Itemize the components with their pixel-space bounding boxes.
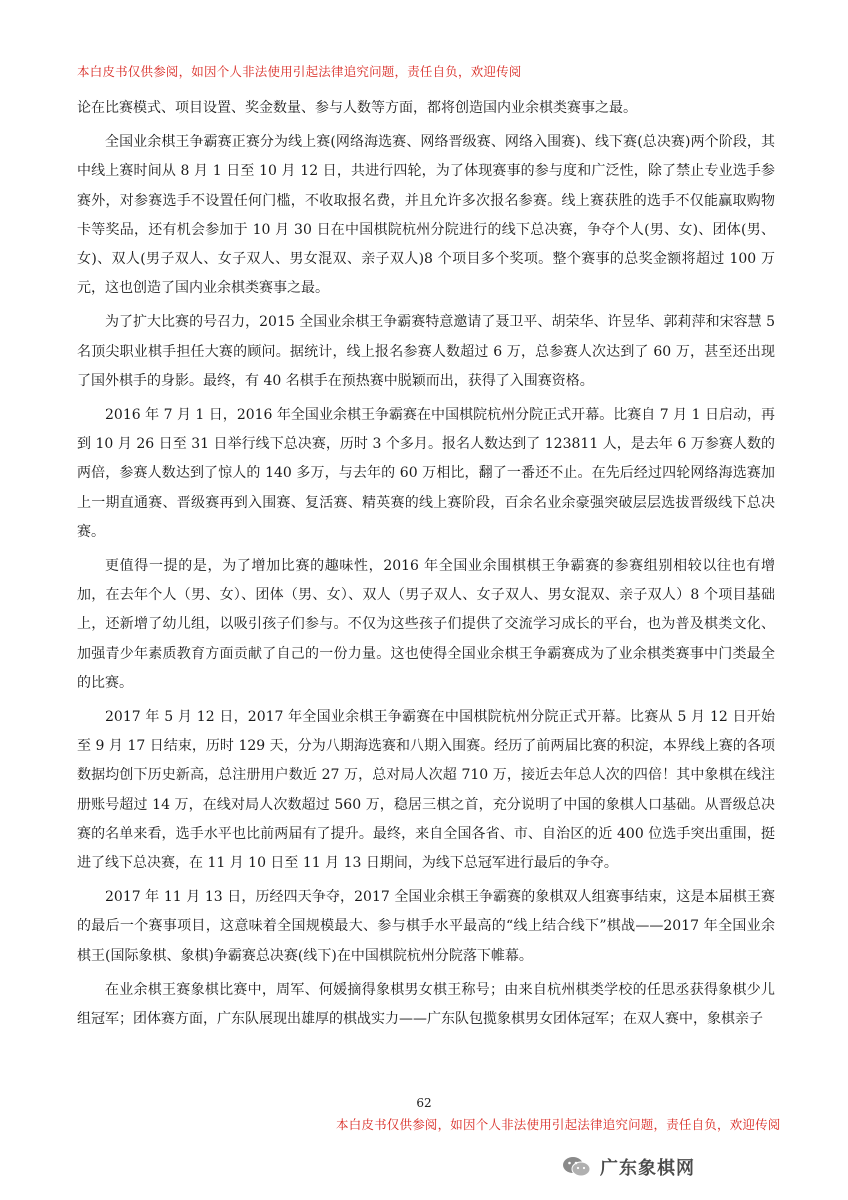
page-number: 62 (416, 1096, 432, 1110)
paragraph: 2017 年 11 月 13 日，历经四天争夺，2017 全国业余棋王争霸赛的象棋双人组赛事结束，这是本届棋王赛的最后一个赛事项目，这意味着全国规模最大、参与棋手水平最高的“线上结合线下”棋战——2017 年全国业余棋王(国际象棋、象棋)争霸赛总决赛(线下)在中国棋院杭州分院落下帷幕。 (77, 889, 775, 964)
paragraph: 2017 年 5 月 12 日，2017 年全国业余棋王争霸赛在中国棋院杭州分院正式开幕。比赛从 5 月 12 日开始至 9 月 17 日结束，历时 129 天，分为八期海选赛和八期入围赛。经历了前两届比赛的积淀，本界线上赛的各项数据均创下历史新高，总注册用户数近 27 万，总对局人次超 710 万，接近去年总人次的四倍！其中象棋在线注册账号超过 14 万，在线对局人次数超过 560 万，稳居三棋之首，充分说明了中国的象棋人口基础。从晋级总决赛的名单来看，选手水平也比前两届有了提升。最终，来自全国各省、市、自治区的近 400 位选手突出重围，挺进了线下总决赛，在 11 月 10 日至 11 月 13 日期间，为线下总冠军进行最后的争夺。 (77, 709, 775, 872)
document-body (77, 94, 775, 1039)
paragraph: 在业余棋王赛象棋比赛中，周军、何媛摘得象棋男女棋王称号；由来自杭州棋类学校的任思丞获得象棋少儿组冠军；团体赛方面，广东队展现出雄厚的棋战实力——广东队包揽象棋男女团体冠军；在双人赛中，象棋亲子 (77, 981, 775, 1028)
paragraph: 全国业余棋王争霸赛正赛分为线上赛(网络海选赛、网络晋级赛、网络入围赛)、线下赛(总决赛)两个阶段，其中线上赛时间从 8 月 1 日至 10 月 12 日，共进行四轮，为了体现赛事的参与度和广泛性，除了禁止专业选手参赛外，对参赛选手不设置任何门槛，不收取报名费，并且允许多次报名参赛。线上赛获胜的选手不仅能赢取购物卡等奖品，还有机会参加于 10 月 30 日在中国棋院杭州分院进行的线下总决赛，争夺个人(男、女)、团体(男、女)、双人(男子双人、女子双人、男女混双、亲子双人)8 个项目多个奖项。整个赛事的总奖金额将超过 100 万元，这也创造了国内业余棋类赛事之最。 (77, 134, 775, 297)
paragraph: 更值得一提的是，为了增加比赛的趣味性，2016 年全国业余围棋棋王争霸赛的参赛组别相较以往也有增加，在去年个人（男、女）、团体（男、女）、双人（男子双人、女子双人、男女混双、亲子双人）8 个项目基础上，还新增了幼儿组，以吸引孩子们参与。不仅为这些孩子们提供了交流学习成长的平台，也为普及棋类文化、加强青少年素质教育方面贡献了自己的一份力量。这也使得全国业余棋王争霸赛成为了业余棋类赛事中门类最全的比赛。 (77, 558, 775, 691)
watermark (562, 1154, 695, 1180)
header-disclaimer: 本白皮书仅供参阅，如因个人非法使用引起法律追究问题，责任自负，欢迎传阅 (77, 64, 522, 79)
paragraph: 为了扩大比赛的号召力，2015 全国业余棋王争霸赛特意邀请了聂卫平、胡荣华、许昱华、郭莉萍和宋容慧 5 名顶尖职业棋手担任大赛的顾问。据统计，线上报名参赛人数超过 6 万，总参赛人次达到了 60 万，甚至还出现了国外棋手的身影。最终，有 40 名棋手在预热赛中脱颖而出，获得了入围赛资格。 (77, 314, 775, 389)
paragraph: 论在比赛模式、项目设置、奖金数量、参与人数等方面，都将创造国内业余棋类赛事之最。 (77, 100, 637, 116)
footer-disclaimer: 本白皮书仅供参阅，如因个人非法使用引起法律追究问题，责任自负，欢迎传阅 (336, 1117, 781, 1132)
paragraph: 2016 年 7 月 1 日，2016 年全国业余棋王争霸赛在中国棋院杭州分院正式开幕。比赛自 7 月 1 日启动，再到 10 月 26 日至 31 日举行线下总决赛，历时 3 个多月。报名人数达到了 123811 人，是去年 6 万参赛人数的两倍，参赛人数达到了惊人的 140 多万，与去年的 60 万相比，翻了一番还不止。在先后经过四轮网络海选赛加上一期直通赛、晋级赛再到入围赛、复活赛、精英赛的线上赛阶段，百余名业余豪强突破层层选拔晋级线下总决赛。 (77, 407, 775, 540)
watermark-text: 广东象棋网 (600, 1158, 695, 1179)
wechat-icon (562, 1156, 592, 1178)
